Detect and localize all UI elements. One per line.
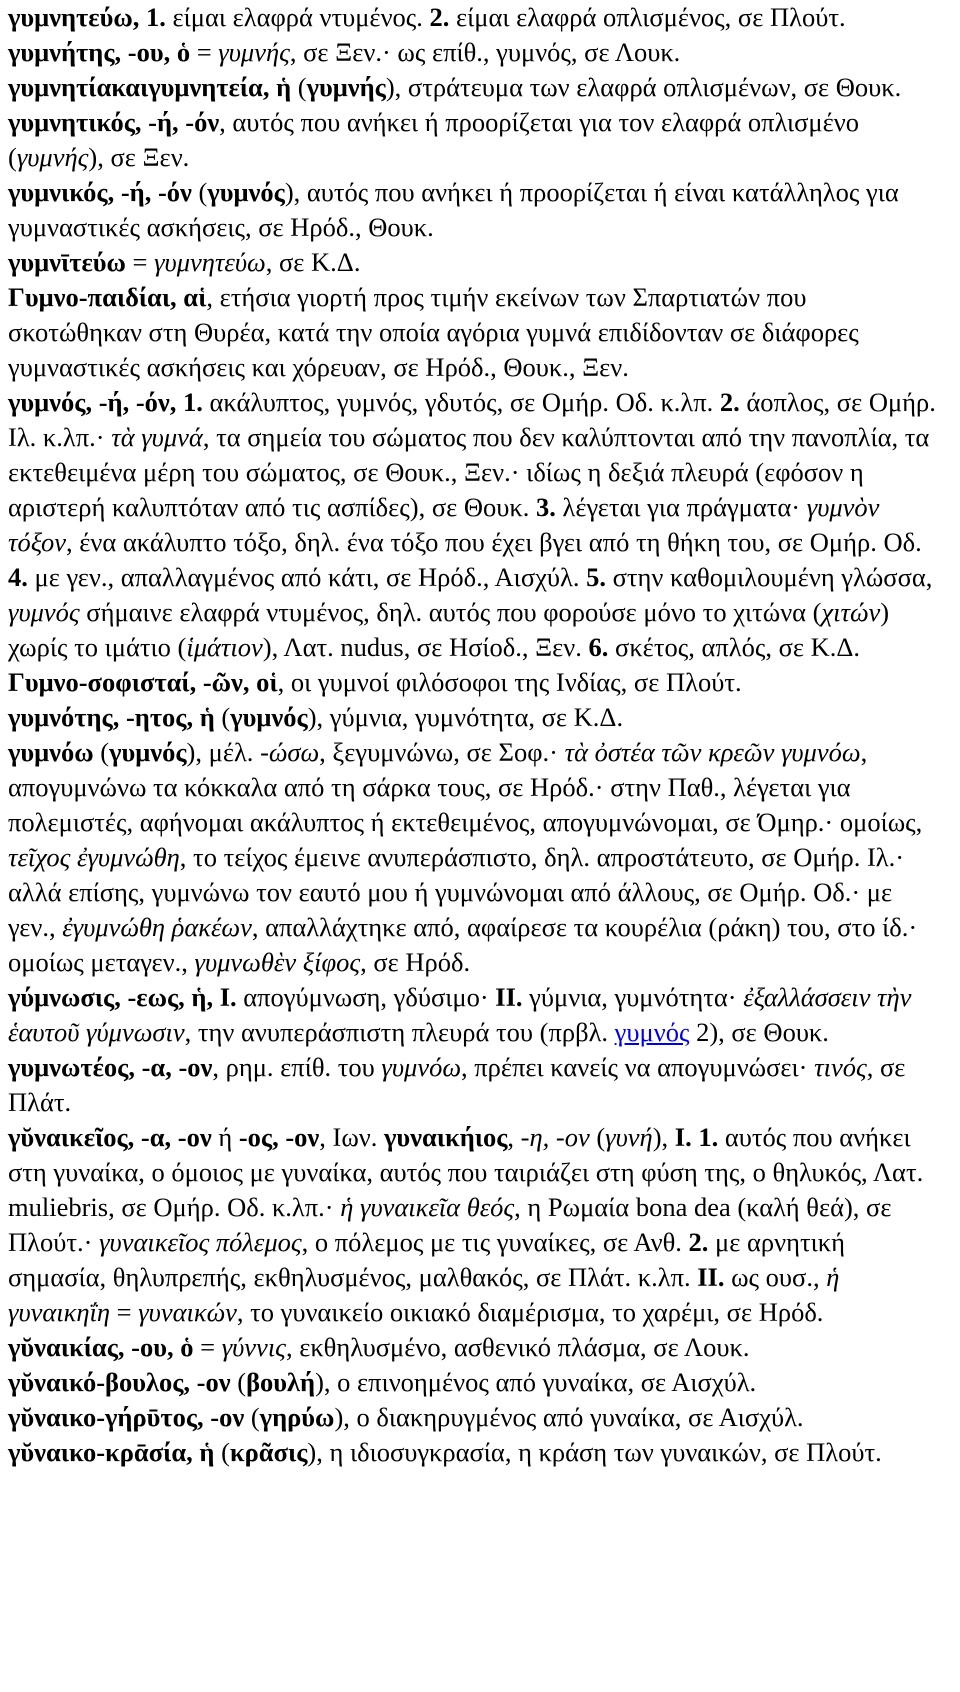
entry-text: ( [214, 1437, 230, 1467]
entry-text: ), σε Ξεν. [88, 142, 190, 172]
cross-reference-link[interactable]: γυμνός [614, 1017, 690, 1047]
entry-italic-text: ἐξαλλάσσειν τὴν ἑαυτοῦ γύμνωσιν [8, 982, 912, 1047]
entry-bold-text: ΙΙ. [495, 982, 523, 1012]
entry-bold-text: γυμνότης, -ητος, ἡ [8, 702, 215, 732]
dictionary-entry [8, 1435, 946, 1470]
entry-bold-text: γυμνός [230, 702, 308, 732]
entry-italic-text: ἡ γυναικεῖα θεός [340, 1192, 515, 1222]
entry-bold-text: -ος, -ον [238, 1122, 320, 1152]
entry-text: = [110, 1297, 139, 1327]
entry-text: στην καθομιλουμένη γλώσσα, [605, 562, 933, 592]
entry-text: σκέτος, απλός, σε Κ.Δ. [608, 632, 861, 662]
entry-bold-text: γυμνωτέος, -α, -ον [8, 1052, 213, 1082]
entry-bold-text: γῠναικο-κρᾱσία, ἡ [8, 1437, 215, 1467]
entry-bold-text: ΙΙ. [697, 1262, 725, 1292]
entry-text: ( [214, 702, 231, 732]
entry-bold-text: Γυμνο-σοφισταί, -ῶν, οἱ [8, 667, 278, 697]
entry-bold-text: γυναικήιος [384, 1122, 508, 1152]
entry-text: ), γύμνια, γυμνότητα, σε Κ.Δ. [307, 702, 624, 732]
entry-bold-text: βουλή [246, 1367, 316, 1397]
entry-bold-text: 5. [586, 562, 606, 592]
entry-bold-text: 2. [719, 387, 740, 417]
entry-italic-text: χιτών [821, 597, 881, 627]
entry-text: , απογυμνώνω τα κόκκαλα από τη σάρκα τους, σε Ηρόδ.· στην Παθ., λέγεται για πολεμιστές, αφήνομαι ακάλυπτος ή εκτεθειμένος, απογυμνώνομαι, σε Όμηρ.· ομοίως, [8, 737, 923, 837]
entry-bold-text: κρᾶσις [229, 1437, 308, 1467]
dictionary-entry [8, 700, 946, 735]
entry-text: ) χωρίς το ιμάτιο ( [8, 597, 890, 662]
entry-italic-text: ἡ γυναικηΐη [8, 1262, 840, 1327]
entry-text: , το τείχος έμεινε ανυπεράσπιστο, δηλ. απροστάτευτο, σε Ομήρ. Ιλ.· αλλά επίσης, γυμνώνω τον εαυτό μου ή γυμνώνομαι από άλλους, σε Ομήρ. Οδ.· με γεν., [8, 842, 905, 942]
entry-text: , σε Πλάτ. [8, 1052, 906, 1117]
entry-text: ( [191, 177, 208, 207]
entry-text: ως ουσ., [724, 1262, 827, 1292]
entry-italic-text: τὰ γυμνά [111, 422, 203, 452]
entry-bold-text: γυμνικός, -ή, -όν [8, 177, 192, 207]
entry-text: αυτός που ανήκει στη γυναίκα, ο όμοιος με γυναίκα, αυτός που ταιριάζει στη φύση της, ο θηλυκός, Λατ. muliebris, σε Ομήρ. Οδ. κ.λπ.· [8, 1122, 924, 1222]
entry-bold-text: γηρύω [259, 1402, 335, 1432]
entry-text: , η Ρωμαία bona dea (καλή θεά), σε Πλούτ.· [8, 1192, 892, 1257]
dictionary-entry [8, 1050, 946, 1120]
entry-text: με γεν., απαλλαγμένος από κάτι, σε Ηρόδ., Αισχύλ. [27, 562, 587, 592]
entry-text: = [190, 37, 219, 67]
entry-bold-text: γυμνῑτεύω [8, 247, 126, 277]
dictionary-entry [8, 665, 946, 700]
entry-bold-text: γυμνητικός, -ή, -όν [8, 107, 220, 137]
dictionary-entry [8, 1330, 946, 1365]
entry-text: , ρημ. επίθ. του [212, 1052, 382, 1082]
entry-text: ή [211, 1122, 239, 1152]
entry-bold-text: γυμνός [109, 737, 187, 767]
entry-text: απογύμνωση, γδύσιμο· [236, 982, 496, 1012]
entry-text: , σε Ηρόδ. [360, 947, 471, 977]
entry-bold-text: γῠναικίας, -ου, ὁ [8, 1332, 194, 1362]
entry-bold-text: γυμνήτης, -ου, ὁ [8, 37, 191, 67]
entry-text: είμαι ελαφρά οπλισμένος, σε Πλούτ. [449, 2, 846, 32]
entry-text: ), [652, 1122, 675, 1152]
entry-italic-text: γυμνὸν τόξον [8, 492, 880, 557]
entry-italic-text: γυνή [605, 1122, 653, 1152]
entry-text: , εκθηλυσμένο, ασθενικό πλάσμα, σε Λουκ. [285, 1332, 750, 1362]
entry-italic-text: τεῖχος ἐγυμνώθη [8, 842, 180, 872]
entry-text: , ξεγυμνώνω, σε Σοφ.· [319, 737, 565, 767]
entry-text: = [193, 1332, 222, 1362]
entry-text: γύμνια, γυμνότητα· [522, 982, 744, 1012]
entry-italic-text: τὰ ὀστέα τῶν κρεῶν γυμνόω [564, 737, 861, 767]
dictionary-entry [8, 105, 946, 175]
entry-bold-text: 2. [429, 2, 450, 32]
entry-text: , ο πόλεμος με τις γυναίκες, σε Ανθ. [301, 1227, 689, 1257]
entry-text: ), ο επινοημένος από γυναίκα, σε Αισχύλ. [315, 1367, 757, 1397]
entry-text: , σε Κ.Δ. [265, 247, 361, 277]
entry-text: σήμαινε ελαφρά ντυμένος, δηλ. αυτός που φορούσε μόνο το χιτώνα ( [79, 597, 822, 627]
entry-text: ), Λατ. nudus, σε Ησίοδ., Ξεν. [262, 632, 589, 662]
entry-bold-text: γυμνής [306, 72, 386, 102]
entry-text: ), μέλ. [186, 737, 261, 767]
entry-italic-text: γυμνός [8, 597, 80, 627]
entry-text: , Ιων. [319, 1122, 384, 1152]
entry-bold-text: γύμνωσις, -εως, ἡ, Ι. [8, 982, 237, 1012]
entry-text: , ένα ακάλυπτο τόξο, δηλ. ένα τόξο που έχει βγει από τη θήκη του, σε Ομήρ. Οδ. [65, 527, 922, 557]
entry-text: ( [93, 737, 110, 767]
entry-bold-text: Γυμνο-παιδίαι, αἱ [8, 282, 207, 312]
entry-text: , απαλλάχτηκε από, αφαίρεσε τα κουρέλια (ράκη) του, στο ίδ.· ομοίως μεταγεν., [8, 912, 918, 977]
entry-bold-text: γῠναικο-γήρῡτος, -ον [8, 1402, 245, 1432]
entry-bold-text: 3. [535, 492, 556, 522]
dictionary-entry [8, 1400, 946, 1435]
entry-text: ( [589, 1122, 606, 1152]
entry-italic-text: γυμνής [16, 142, 89, 172]
entry-italic-text: γυμνής [218, 37, 290, 67]
entry-text: = [125, 247, 155, 277]
entry-bold-text: 4. [8, 562, 28, 592]
entry-italic-text: γύννις [221, 1332, 286, 1362]
dictionary-entry [8, 175, 946, 245]
dictionary-entry [8, 735, 946, 980]
entry-bold-text: γυμνός, -ή, -όν, 1. [8, 387, 203, 417]
dictionary-entry [8, 1120, 946, 1330]
entry-italic-text: γυναικών [138, 1297, 237, 1327]
entry-text: , οι γυμνοί φιλόσοφοι της Ινδίας, σε Πλούτ. [277, 667, 742, 697]
dictionary-entry [8, 280, 946, 385]
entry-bold-text: γῠναικεῖος, -α, -ον [8, 1122, 212, 1152]
entry-text: , τα σημεία του σώματος που δεν καλύπτονται από την πανοπλία, τα εκτεθειμένα μέρη του σώματος, σε Θουκ., Ξεν.· ιδίως η δεξιά πλευρά (εφόσον η αριστερή καλυπτόταν από τις ασπίδες), σε Θουκ. [8, 422, 930, 522]
entry-text: , την ανυπεράσπιστη πλευρά του (πρβλ. [184, 1017, 615, 1047]
entry-italic-text: γυμνόω [381, 1052, 462, 1082]
entry-text: 2), σε Θουκ. [689, 1017, 829, 1047]
entry-text: είμαι ελαφρά ντυμένος. [165, 2, 430, 32]
entry-bold-text: 6. [588, 632, 609, 662]
entry-italic-text: ἱμάτιον [186, 632, 263, 662]
entry-text: ακάλυπτος, γυμνός, γδυτός, σε Ομήρ. Οδ. κ.λπ. [202, 387, 720, 417]
dictionary-entry [8, 245, 946, 280]
entry-text: με αρνητική σημασία, θηλυπρεπής, εκθηλυσμένος, μαλθακός, σε Πλάτ. κ.λπ. [8, 1227, 845, 1292]
dictionary-entry [8, 0, 946, 35]
entry-text: , σε Ξεν.· ως επίθ., γυμνός, σε Λουκ. [289, 37, 681, 67]
entry-text: , αυτός που ανήκει ή προορίζεται για τον ελαφρά οπλισμένο ( [8, 107, 859, 172]
entry-text: άοπλος, σε Ομήρ. Ιλ. κ.λπ.· [8, 387, 936, 452]
entry-italic-text: γυμνωθὲν ξίφος [194, 947, 361, 977]
entry-text: , [507, 1122, 521, 1152]
entry-text: ), στράτευμα των ελαφρά οπλισμένων, σε Θουκ. [385, 72, 902, 102]
entry-italic-text: -η, -ον [520, 1122, 590, 1152]
dictionary-entry [8, 70, 946, 105]
entry-text: λέγεται για πράγματα· [555, 492, 807, 522]
entry-italic-text: ἐγυμνώθη ῥακέων [62, 912, 252, 942]
entry-bold-text: 2. [688, 1227, 709, 1257]
entry-text: ), ο διακηρυγμένος από γυναίκα, σε Αισχύλ. [334, 1402, 804, 1432]
dictionary-entry [8, 980, 946, 1050]
entry-bold-text: γυμνόω [8, 737, 94, 767]
entry-italic-text: τινός [814, 1052, 867, 1082]
entry-text: ( [230, 1367, 247, 1397]
entry-text: ), αυτός που ανήκει ή προορίζεται ή είναι κατάλληλος για γυμναστικές ασκήσεις, σε Ηρόδ., Θουκ. [8, 177, 899, 242]
entry-bold-text: γυμνητεύω, 1. [8, 2, 166, 32]
entry-italic-text: γυμνητεύω [154, 247, 266, 277]
entry-italic-text: γυναικεῖος πόλεμος [99, 1227, 302, 1257]
entry-text: ( [291, 72, 307, 102]
entry-bold-text: Ι. 1. [674, 1122, 719, 1152]
dictionary-entry [8, 1365, 946, 1400]
entry-bold-text: γῠναικό-βουλος, -ον [8, 1367, 231, 1397]
entry-bold-text: γυμνός [207, 177, 285, 207]
entry-text: , ετήσια γιορτή προς τιμήν εκείνων των Σπαρτιατών που σκοτώθηκαν στη Θυρέα, κατά την οποία αγόρια γυμνά επιδίδονταν σε διάφορες γυμναστικές ασκήσεις και χόρευαν, σε Ηρόδ., Θουκ., Ξεν. [8, 282, 859, 382]
dictionary-entry [8, 35, 946, 70]
entry-text: ( [244, 1402, 260, 1432]
entry-text: ), η ιδιοσυγκρασία, η κράση των γυναικών, σε Πλούτ. [307, 1437, 882, 1467]
dictionary-entry [8, 385, 946, 665]
entry-text: , πρέπει κανείς να απογυμνώσει· [461, 1052, 815, 1082]
entry-text: , το γυναικείο οικιακό διαμέρισμα, το χαρέμι, σε Ηρόδ. [236, 1297, 824, 1327]
entry-italic-text: -ώσω [260, 737, 320, 767]
entry-bold-text: γυμνητίακαιγυμνητεία, ἡ [8, 72, 292, 102]
